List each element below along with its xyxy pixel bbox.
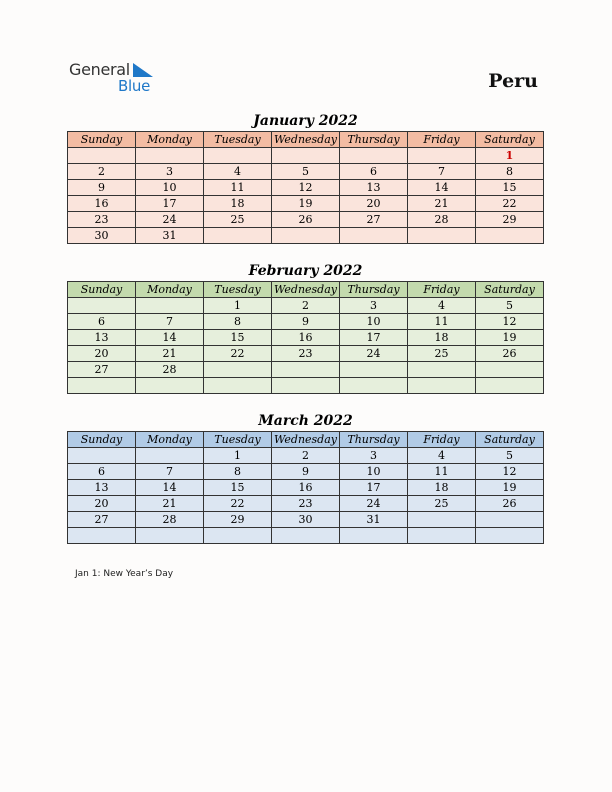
day-cell: 29: [204, 512, 272, 528]
week-row: [68, 528, 544, 544]
day-cell: 13: [340, 180, 408, 196]
day-cell: 24: [340, 496, 408, 512]
day-cell: 21: [408, 196, 476, 212]
day-cell: [408, 228, 476, 244]
day-cell: 16: [272, 480, 340, 496]
day-cell: 28: [136, 512, 204, 528]
day-cell: 15: [204, 330, 272, 346]
month-title: January 2022: [253, 113, 358, 129]
calendar-february: [67, 261, 544, 394]
day-cell: [272, 378, 340, 394]
calendar-march: [67, 411, 544, 544]
week-row: [68, 512, 544, 528]
country-title: Peru: [488, 70, 538, 92]
day-cell: 7: [136, 464, 204, 480]
day-cell: 1: [476, 148, 544, 164]
day-cell: 23: [68, 212, 136, 228]
day-cell: 14: [408, 180, 476, 196]
day-cell: [408, 148, 476, 164]
day-cell: 20: [340, 196, 408, 212]
day-cell: 22: [476, 196, 544, 212]
day-cell: 22: [204, 496, 272, 512]
day-cell: 24: [136, 212, 204, 228]
days-body: [68, 448, 544, 544]
day-cell: 7: [136, 314, 204, 330]
day-cell: 23: [272, 496, 340, 512]
logo-text-blue: Blue: [118, 77, 150, 95]
days-body: [68, 298, 544, 394]
day-cell: 13: [68, 330, 136, 346]
week-row: [68, 496, 544, 512]
day-cell: 10: [340, 314, 408, 330]
month-title: February 2022: [248, 263, 363, 279]
week-row: [68, 346, 544, 362]
day-cell: 8: [204, 464, 272, 480]
day-cell: 30: [272, 512, 340, 528]
day-cell: 12: [476, 464, 544, 480]
day-cell: 5: [272, 164, 340, 180]
day-cell: 18: [408, 480, 476, 496]
day-cell: [68, 378, 136, 394]
weekday-header: Tuesday: [204, 282, 272, 298]
day-cell: 19: [476, 480, 544, 496]
weekday-header: Monday: [136, 432, 204, 448]
day-cell: 3: [136, 164, 204, 180]
calendar-january: [67, 111, 544, 244]
weekday-header-row: [68, 432, 544, 448]
day-cell: 16: [272, 330, 340, 346]
week-row: [68, 196, 544, 212]
day-cell: 3: [340, 448, 408, 464]
weekday-header: Wednesday: [272, 132, 340, 148]
day-cell: [408, 512, 476, 528]
day-cell: 3: [340, 298, 408, 314]
day-cell: 31: [340, 512, 408, 528]
day-cell: 31: [136, 228, 204, 244]
weekday-header: Sunday: [68, 132, 136, 148]
day-cell: 2: [68, 164, 136, 180]
week-row: [68, 298, 544, 314]
week-row: [68, 362, 544, 378]
day-cell: 14: [136, 480, 204, 496]
day-cell: 29: [476, 212, 544, 228]
week-row: [68, 212, 544, 228]
day-cell: 10: [340, 464, 408, 480]
weekday-header: Sunday: [68, 282, 136, 298]
weekday-header: Friday: [408, 432, 476, 448]
day-cell: 27: [68, 362, 136, 378]
day-cell: 21: [136, 496, 204, 512]
holiday-note: Jan 1: New Year’s Day: [75, 569, 174, 579]
day-cell: [476, 528, 544, 544]
day-cell: [204, 362, 272, 378]
day-cell: 15: [204, 480, 272, 496]
month-grid: [67, 281, 544, 394]
day-cell: 10: [136, 180, 204, 196]
weekday-header: Tuesday: [204, 132, 272, 148]
day-cell: 8: [476, 164, 544, 180]
day-cell: 26: [476, 496, 544, 512]
month-title: March 2022: [258, 413, 353, 429]
day-cell: 11: [408, 314, 476, 330]
week-row: [68, 148, 544, 164]
day-cell: 24: [340, 346, 408, 362]
weekday-header: Monday: [136, 132, 204, 148]
weekday-header: Friday: [408, 282, 476, 298]
day-cell: [476, 362, 544, 378]
day-cell: [476, 512, 544, 528]
day-cell: 18: [204, 196, 272, 212]
day-cell: 26: [476, 346, 544, 362]
day-cell: 4: [204, 164, 272, 180]
day-cell: 12: [272, 180, 340, 196]
weekday-header-row: [68, 132, 544, 148]
day-cell: [340, 528, 408, 544]
day-cell: 20: [68, 496, 136, 512]
day-cell: [136, 378, 204, 394]
day-cell: [340, 148, 408, 164]
day-cell: 15: [476, 180, 544, 196]
day-cell: 2: [272, 298, 340, 314]
week-row: [68, 464, 544, 480]
day-cell: 9: [272, 314, 340, 330]
day-cell: [408, 528, 476, 544]
day-cell: [272, 528, 340, 544]
day-cell: 4: [408, 298, 476, 314]
day-cell: 28: [408, 212, 476, 228]
weekday-header: Sunday: [68, 432, 136, 448]
day-cell: [408, 362, 476, 378]
day-cell: 5: [476, 448, 544, 464]
day-cell: [204, 148, 272, 164]
day-cell: [476, 228, 544, 244]
weekday-header: Saturday: [476, 132, 544, 148]
week-row: [68, 330, 544, 346]
week-row: [68, 164, 544, 180]
day-cell: [68, 448, 136, 464]
weekday-header: Tuesday: [204, 432, 272, 448]
day-cell: [272, 228, 340, 244]
day-cell: 12: [476, 314, 544, 330]
day-cell: 14: [136, 330, 204, 346]
day-cell: 5: [476, 298, 544, 314]
day-cell: [68, 298, 136, 314]
day-cell: 30: [68, 228, 136, 244]
weekday-header: Thursday: [340, 282, 408, 298]
day-cell: 28: [136, 362, 204, 378]
weekday-header: Wednesday: [272, 432, 340, 448]
day-cell: 4: [408, 448, 476, 464]
day-cell: 6: [68, 464, 136, 480]
weekday-header: Monday: [136, 282, 204, 298]
day-cell: 1: [204, 448, 272, 464]
weekday-header: Saturday: [476, 432, 544, 448]
day-cell: 7: [408, 164, 476, 180]
day-cell: 25: [408, 496, 476, 512]
day-cell: [136, 298, 204, 314]
weekday-header: Saturday: [476, 282, 544, 298]
day-cell: 20: [68, 346, 136, 362]
day-cell: 17: [136, 196, 204, 212]
week-row: [68, 314, 544, 330]
day-cell: 25: [204, 212, 272, 228]
day-cell: 8: [204, 314, 272, 330]
day-cell: [408, 378, 476, 394]
day-cell: 9: [68, 180, 136, 196]
generalblue-logo: [69, 60, 159, 96]
day-cell: 17: [340, 480, 408, 496]
day-cell: 25: [408, 346, 476, 362]
days-body: [68, 148, 544, 244]
week-row: [68, 180, 544, 196]
weekday-header: Thursday: [340, 132, 408, 148]
day-cell: 21: [136, 346, 204, 362]
week-row: [68, 480, 544, 496]
day-cell: [136, 448, 204, 464]
day-cell: [136, 528, 204, 544]
weekday-header: Friday: [408, 132, 476, 148]
day-cell: [136, 148, 204, 164]
day-cell: [68, 528, 136, 544]
day-cell: [340, 362, 408, 378]
weekday-header: Wednesday: [272, 282, 340, 298]
weekday-header-row: [68, 282, 544, 298]
month-grid: [67, 431, 544, 544]
day-cell: 13: [68, 480, 136, 496]
week-row: [68, 448, 544, 464]
logo-text-general: General: [69, 60, 130, 79]
day-cell: [68, 148, 136, 164]
day-cell: [204, 378, 272, 394]
day-cell: 26: [272, 212, 340, 228]
day-cell: 2: [272, 448, 340, 464]
day-cell: [204, 528, 272, 544]
day-cell: 22: [204, 346, 272, 362]
day-cell: [476, 378, 544, 394]
day-cell: [204, 228, 272, 244]
day-cell: 23: [272, 346, 340, 362]
day-cell: 9: [272, 464, 340, 480]
day-cell: 18: [408, 330, 476, 346]
day-cell: [272, 148, 340, 164]
day-cell: 27: [68, 512, 136, 528]
day-cell: [272, 362, 340, 378]
logo-triangle-icon: [133, 63, 153, 77]
day-cell: 19: [476, 330, 544, 346]
week-row: [68, 228, 544, 244]
week-row: [68, 378, 544, 394]
day-cell: 16: [68, 196, 136, 212]
day-cell: 6: [340, 164, 408, 180]
weekday-header: Thursday: [340, 432, 408, 448]
day-cell: 19: [272, 196, 340, 212]
day-cell: 11: [408, 464, 476, 480]
day-cell: 11: [204, 180, 272, 196]
day-cell: 27: [340, 212, 408, 228]
day-cell: 17: [340, 330, 408, 346]
day-cell: [340, 378, 408, 394]
day-cell: [340, 228, 408, 244]
day-cell: 6: [68, 314, 136, 330]
day-cell: 1: [204, 298, 272, 314]
month-grid: [67, 131, 544, 244]
